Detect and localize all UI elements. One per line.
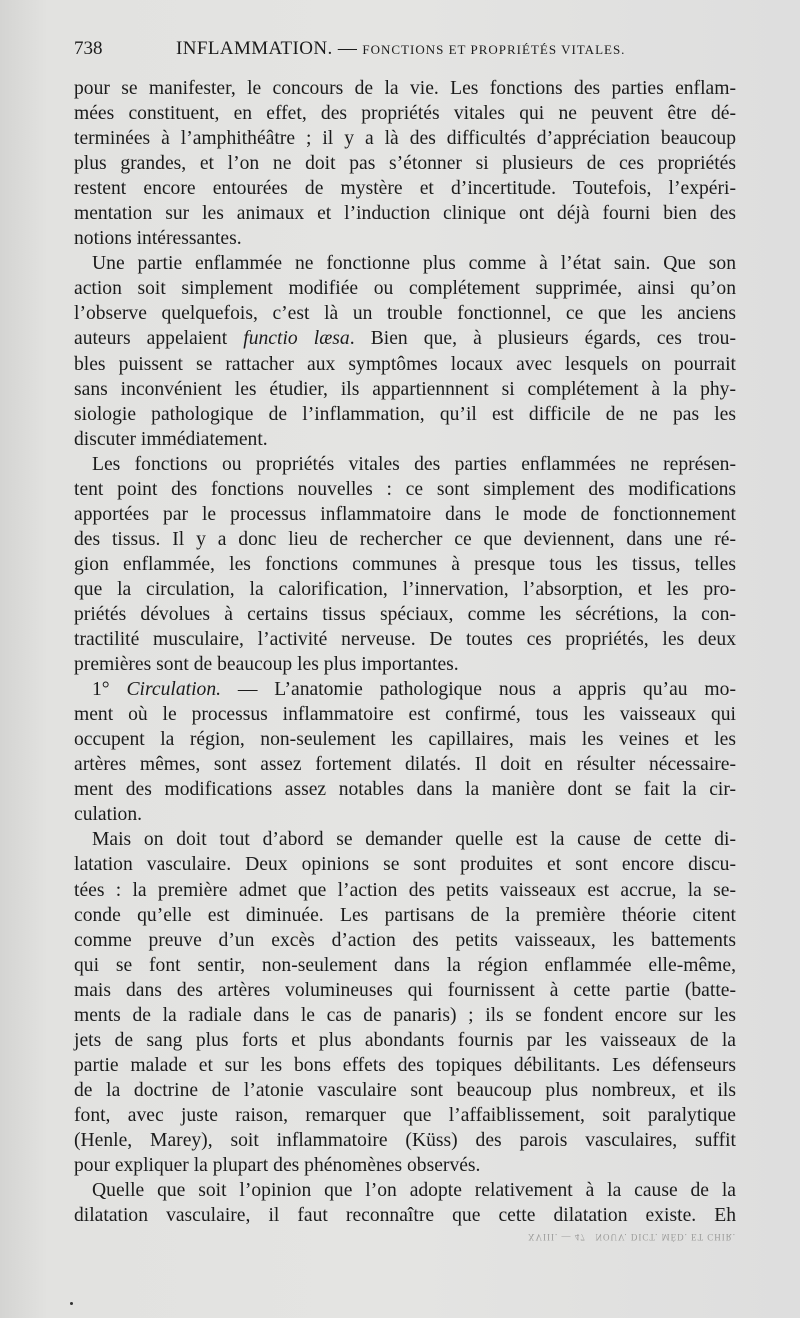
text-line: qui se font sentir, non-seulement dans la région enflammée elle-même, [74,954,736,976]
body-text [74,76,736,1228]
signature-mark: XVIII. — 47 [528,1232,586,1242]
text-line: priétés dévolues à certains tissus spéciaux, comme les sécrétions, la con- [74,603,736,625]
text-line: 1° Circulation. — L’anatomie pathologique nous a appris qu’au mo- [92,679,736,701]
text-line: tractilité musculaire, l’activité nerveuse. De toutes ces propriétés, les deux [74,629,736,651]
text-line: font, avec juste raison, remarquer que l’affaiblissement, soit paralytique [74,1104,736,1126]
text-line: que la circulation, la calorification, l’innervation, l’absorption, et les pro- [74,578,736,600]
running-title-main: INFLAMMATION. — [176,38,363,59]
text-line: tent point des fonctions nouvelles : ce sont simplement des modifications [74,478,736,500]
text-line: bles puissent se rattacher aux symptômes locaux avec lesquels on pourrait [74,353,736,375]
text-line: ment des modifications assez notables dans la manière dont se fait la cir- [74,779,736,801]
text-line: mées constituent, en effet, des propriétés vitales qui ne peuvent être dé- [74,103,736,125]
text-line: artères mêmes, sont assez fortement dilatés. Il doit en résulter nécessaire- [74,754,736,776]
text-line: Une partie enflammée ne fonctionne plus comme à l’état sain. Que son [92,253,736,275]
running-section: FONCTIONS ET PROPRIÉTÉS VITALES. [362,42,626,57]
text-line: ment où le processus inflammatoire est confirmé, tous les vaisseaux qui [74,704,736,726]
text-line: partie malade et sur les bons effets des topiques débilitants. Les défenseurs [74,1054,736,1076]
text-line: action soit simplement modifiée ou complétement supprimée, ainsi qu’on [74,278,736,300]
text-line: dilatation vasculaire, il faut reconnaître que cette dilatation existe. Eh [74,1205,736,1227]
text-line: plus grandes, et l’on ne doit pas s’étonner si plusieurs de ces propriétés [74,153,736,175]
text-line: restent encore entourées de mystère et d’incertitude. Toutefois, l’expéri- [74,178,736,200]
text-line: pour se manifester, le concours de la vie. Les fonctions des parties enflam- [74,78,736,99]
text-line: pour expliquer la plupart des phénomènes observés. [74,1155,481,1177]
text-line: culation. [74,804,143,826]
text-line: de la doctrine de l’atonie vasculaire sont beaucoup plus nombreux, et ils [74,1079,736,1101]
text-line: latation vasculaire. Deux opinions se sont produites et sont encore discu- [74,854,736,876]
text-line: Mais on doit tout d’abord se demander quelle est la cause de cette di- [92,829,736,851]
text-line: comme preuve d’un excès d’action des petits vaisseaux, les battements [74,929,736,951]
running-title [176,38,625,60]
text-line: premières sont de beaucoup les plus importantes. [74,654,459,676]
ink-speck [70,1302,73,1305]
text-line: des tissus. Il y a donc lieu de rechercher ce que deviennent, dans une ré- [74,528,736,550]
text-line: siologie pathologique de l’inflammation, qu’il est difficile de ne pas les [74,403,736,425]
text-line: jets de sang plus forts et plus abondants fournis par les vaisseaux de la [74,1029,736,1051]
source-mark: NOUV. DICT. MÉD. ET CHIR. [595,1232,736,1242]
running-header [74,38,736,68]
text-line: auteurs appelaient functio læsa. Bien que, à plusieurs égards, ces trou- [74,328,736,350]
text-line: mentation sur les animaux et l’induction clinique ont déjà fourni bien des [74,203,736,225]
text-line: notions intéressantes. [74,228,242,250]
text-line: (Henle, Marey), soit inflammatoire (Küss) des parois vasculaires, suffit [74,1129,736,1151]
page-number: 738 [74,38,103,59]
text-line: discuter immédiatement. [74,428,268,450]
text-line: l’observe quelquefois, c’est là un trouble fonctionnel, ce que les anciens [74,303,736,325]
text-line: Quelle que soit l’opinion que l’on adopte relativement à la cause de la [92,1180,736,1202]
text-line: conde qu’elle est diminuée. Les partisans de la première théorie citent [74,904,736,926]
text-line: terminées à l’amphithéâtre ; il y a là des difficultés d’appréciation beaucoup [74,128,736,150]
text-line: tées : la première admet que l’action des petits vaisseaux est accrue, la se- [74,879,736,901]
text-line: ments de la radiale dans le cas de panaris) ; ils se fondent encore sur les [74,1004,736,1026]
text-line: occupent la région, non-seulement les capillaires, mais les veines et les [74,729,736,751]
text-line: mais dans des artères volumineuses qui fournissent à cette partie (batte- [74,979,736,1001]
text-line: gion enflammée, les fonctions communes à presque tous les tissus, telles [74,553,736,575]
text-line: sans inconvénient les étudier, ils appartiennnent si complétement à la phy- [74,378,736,400]
text-line: apportées par le processus inflammatoire dans le mode de fonctionnement [74,503,736,525]
bleed-through-footer [528,1226,736,1242]
text-line: Les fonctions ou propriétés vitales des parties enflammées ne représen- [92,453,736,475]
